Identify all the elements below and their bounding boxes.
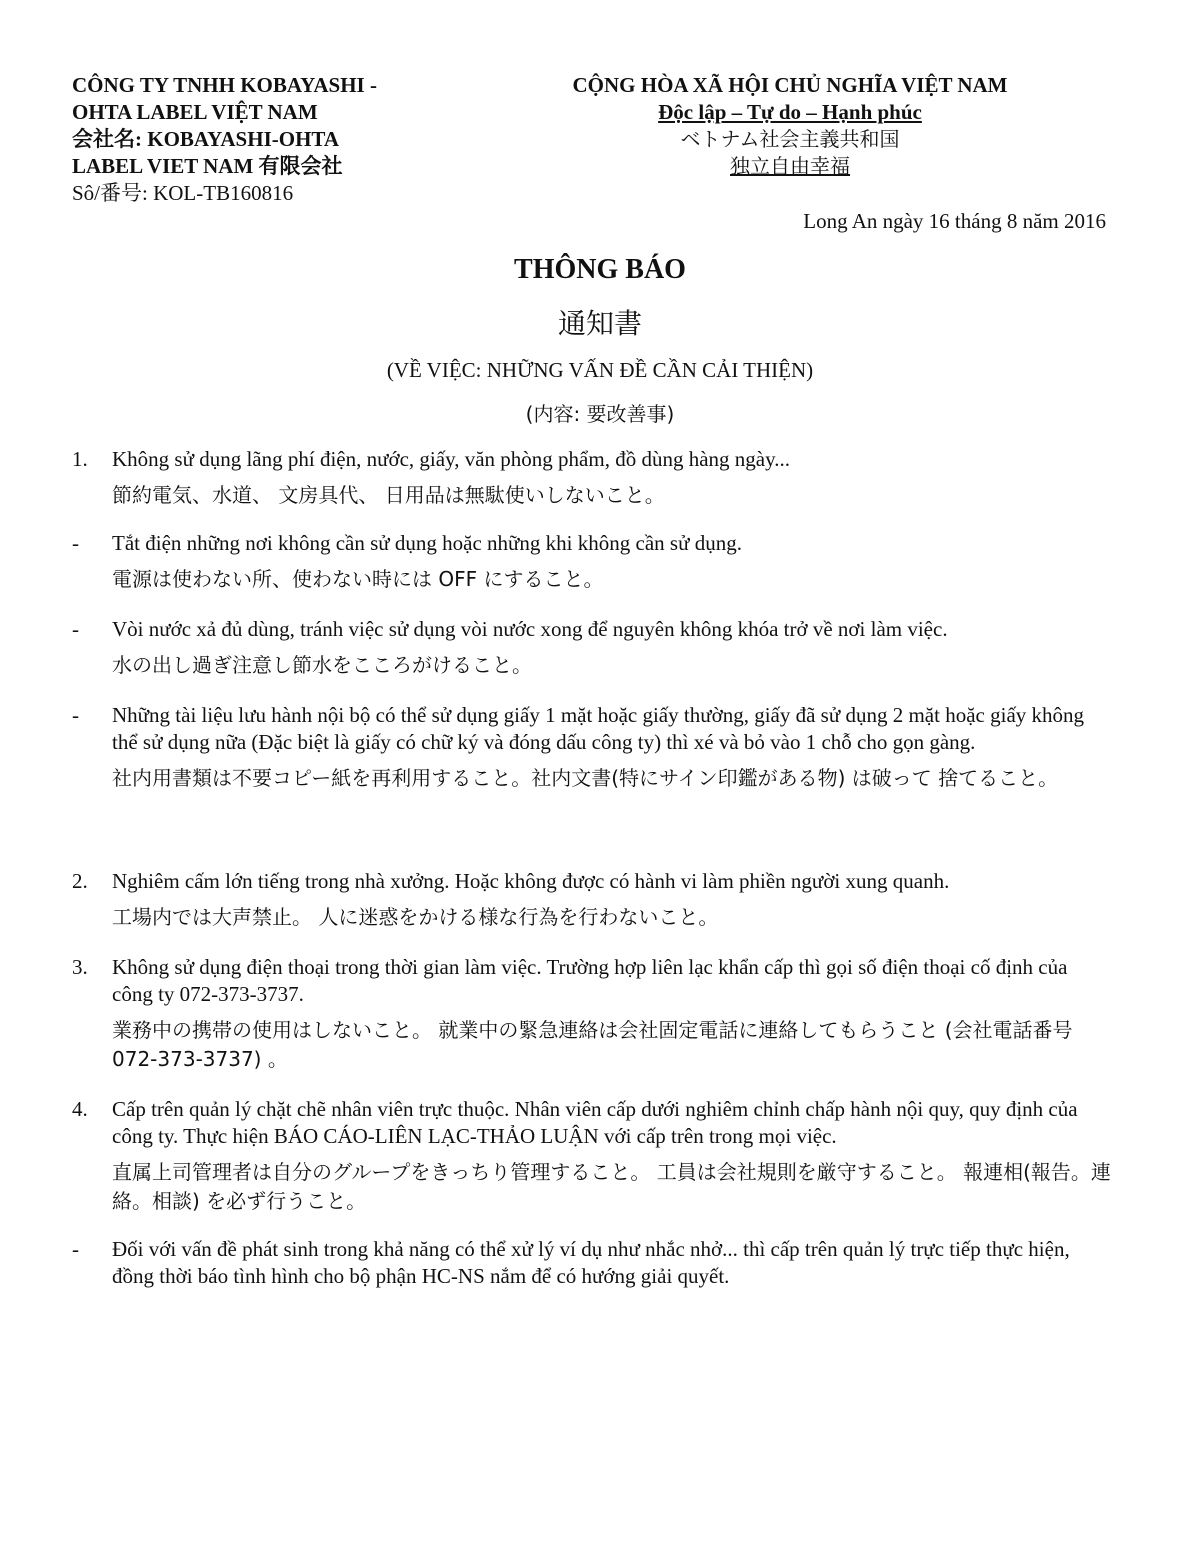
- country-name: CỘNG HÒA XÃ HỘI CHỦ NGHĨA VIỆT NAM: [572, 73, 1008, 97]
- list-marker: 3.: [72, 955, 88, 979]
- list-marker: 2.: [72, 869, 88, 893]
- list-marker: -: [72, 703, 79, 727]
- list-item: [72, 1096, 1112, 1216]
- item-text-jp: 業務中の携帯の使用はしないこと。 就業中の緊急連絡は会社固定電話に連絡してもらうこと (会社電話番号 072-373-3737) 。: [112, 1018, 1073, 1071]
- list-item: [72, 446, 1112, 510]
- item-text-vi: Tắt điện những nơi không cần sử dụng hoặc những khi không cần sử dụng.: [112, 531, 742, 555]
- item-text-vi: Không sử dụng lãng phí điện, nước, giấy, văn phòng phẩm, đồ dùng hàng ngày...: [112, 447, 790, 471]
- country-name-jp: ベトナム社会主義共和国: [680, 127, 900, 151]
- document-title-jp: 通知書: [557, 307, 642, 340]
- list-marker: 4.: [72, 1097, 88, 1121]
- national-motto: Độc lập – Tự do – Hạnh phúc: [658, 100, 922, 124]
- list-marker: -: [72, 531, 79, 555]
- list-marker: -: [72, 1237, 79, 1261]
- list-item: [72, 1236, 1112, 1290]
- company-name-line1: CÔNG TY TNHH KOBAYASHI -: [72, 73, 377, 97]
- document-subject-jp: (内容: 要改善事): [525, 402, 675, 426]
- list-item: [72, 702, 1112, 793]
- list-item: [72, 616, 1112, 680]
- item-text-jp: 水の出し過ぎ注意し節水をこころがけること。: [112, 653, 532, 677]
- item-text-jp: 節約電気、水道、 文房具代、 日用品は無駄使いしないこと。: [112, 483, 665, 507]
- item-text-vi: Đối với vấn đề phát sinh trong khả năng có thể xử lý ví dụ như nhắc nhở... thì cấp trên quản lý trực tiếp thực hiện, đồng thời báo tình hình cho bộ phận HC-NS nắm để có hướng giải quyết.: [112, 1237, 1070, 1288]
- company-header: [72, 72, 492, 207]
- list-marker: -: [72, 617, 79, 641]
- list-marker: 1.: [72, 447, 88, 471]
- national-header: [520, 72, 1060, 180]
- item-text-jp: 工場内では大声禁止。 人に迷惑をかける様な行為を行わないこと。: [112, 905, 719, 929]
- item-text-vi: Vòi nước xả đủ dùng, tránh việc sử dụng vòi nước xong để nguyên không khóa trở về nơi làm việc.: [112, 617, 948, 641]
- item-text-vi: Những tài liệu lưu hành nội bộ có thể sử dụng giấy 1 mặt hoặc giấy thường, giấy đã sử dụng 2 mặt hoặc giấy không thể sử dụng nữa (Đặc biệt là giấy có chữ ký và đóng dấu công ty) thì xé và bỏ vào 1 chỗ cho gọn gàng.: [112, 703, 1085, 754]
- item-text-jp: 直属上司管理者は自分のグループをきっちり管理すること。 工員は会社規則を厳守すること。 報連相(報告。連絡。相談) を必ず行うこと。: [112, 1160, 1111, 1213]
- national-motto-jp: 独立自由幸福: [730, 154, 850, 178]
- item-text-vi: Không sử dụng điện thoại trong thời gian làm việc. Trường hợp liên lạc khẩn cấp thì gọi số điện thoại cố định của công ty 072-373-3737.: [112, 955, 1068, 1006]
- company-name-jp-line2: LABEL VIET NAM 有限会社: [72, 154, 343, 178]
- document-date: Long An ngày 16 tháng 8 năm 2016: [803, 209, 1106, 233]
- company-name-jp-line1: 会社名: KOBAYASHI-OHTA: [72, 127, 340, 151]
- company-name-line2: OHTA LABEL VIỆT NAM: [72, 100, 318, 124]
- document-title: THÔNG BÁO: [514, 254, 686, 285]
- item-text-vi: Nghiêm cấm lớn tiếng trong nhà xưởng. Hoặc không được có hành vi làm phiền người xung quanh.: [112, 869, 950, 893]
- list-item: [72, 868, 1112, 932]
- document-subject: (VỀ VIỆC: NHỮNG VẤN ĐỀ CẦN CẢI THIỆN): [386, 358, 814, 382]
- item-text-vi: Cấp trên quản lý chặt chẽ nhân viên trực thuộc. Nhân viên cấp dưới nghiêm chỉnh chấp hành nội quy, quy định của công ty. Thực hiện BÁO CÁO-LIÊN LẠC-THẢO LUẬN với cấp trên trong mọi việc.: [112, 1097, 1078, 1148]
- item-text-jp: 社内用書類は不要コピー紙を再利用すること。社内文書(特にサイン印鑑がある物) は破って 捨てること。: [112, 766, 1059, 790]
- document-number: Sô/番号: KOL-TB160816: [72, 181, 294, 205]
- item-text-jp: 電源は使わない所、使わない時には OFF にすること。: [112, 567, 604, 591]
- list-item: [72, 530, 1112, 594]
- list-item: [72, 954, 1112, 1074]
